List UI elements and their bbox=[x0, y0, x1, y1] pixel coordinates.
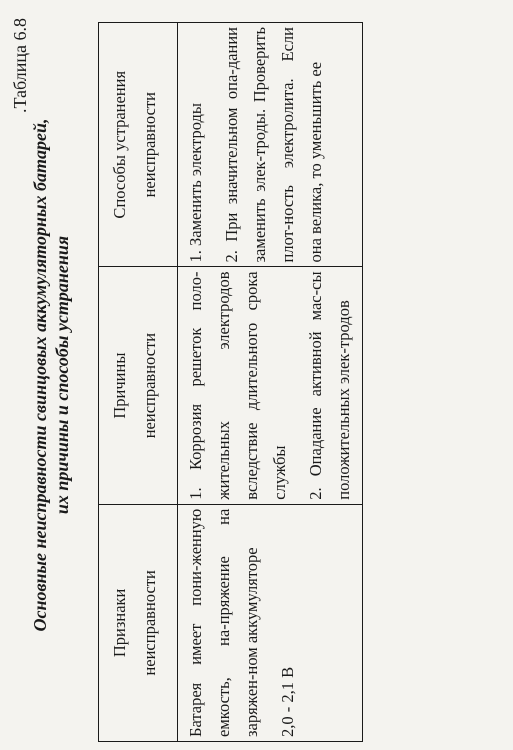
remedy-2: 2. При значительном опа-дании заменить элек-троды. Проверить плот-ность электролита. Если она велика, то уменьшить ее bbox=[222, 27, 325, 263]
signs-text: Батарея имеет пони-женную емкость, на-пряжение на заряжен-ном аккумуляторе bbox=[186, 508, 261, 737]
header-signs-line2: неисправности bbox=[140, 570, 159, 676]
table-number: .Таблица 6.8 bbox=[10, 18, 30, 113]
header-signs-line1: Признаки bbox=[110, 588, 129, 658]
signs-value: 2,0 - 2,1 В bbox=[278, 666, 297, 737]
cell-causes bbox=[178, 267, 363, 504]
cell-signs bbox=[178, 504, 363, 741]
cell-remedies bbox=[178, 23, 363, 267]
faults-table bbox=[98, 22, 363, 742]
table-row bbox=[178, 23, 363, 742]
cause-1: 1. Коррозия решеток поло-жительных электродов вследствие длительного срока службы bbox=[186, 271, 289, 500]
header-remedies bbox=[99, 23, 178, 267]
table-caption-line1: Основные неисправности свинцовых аккумуляторных батарей, bbox=[30, 118, 50, 632]
header-remedies-line2: неисправности bbox=[140, 92, 159, 198]
header-causes-line1: Причины bbox=[110, 352, 129, 419]
remedy-1: 1. Заменить электроды bbox=[186, 103, 205, 263]
table-caption-line2: их причины и способы устранения bbox=[52, 235, 72, 515]
header-remedies-line1: Способы устранения bbox=[110, 70, 129, 219]
table-header-row bbox=[99, 23, 178, 742]
header-causes bbox=[99, 267, 178, 504]
header-signs bbox=[99, 504, 178, 741]
cause-2: 2. Опадание активной мас-сы положительных элек-тродов bbox=[306, 271, 353, 500]
header-causes-line2: неисправности bbox=[140, 332, 159, 439]
